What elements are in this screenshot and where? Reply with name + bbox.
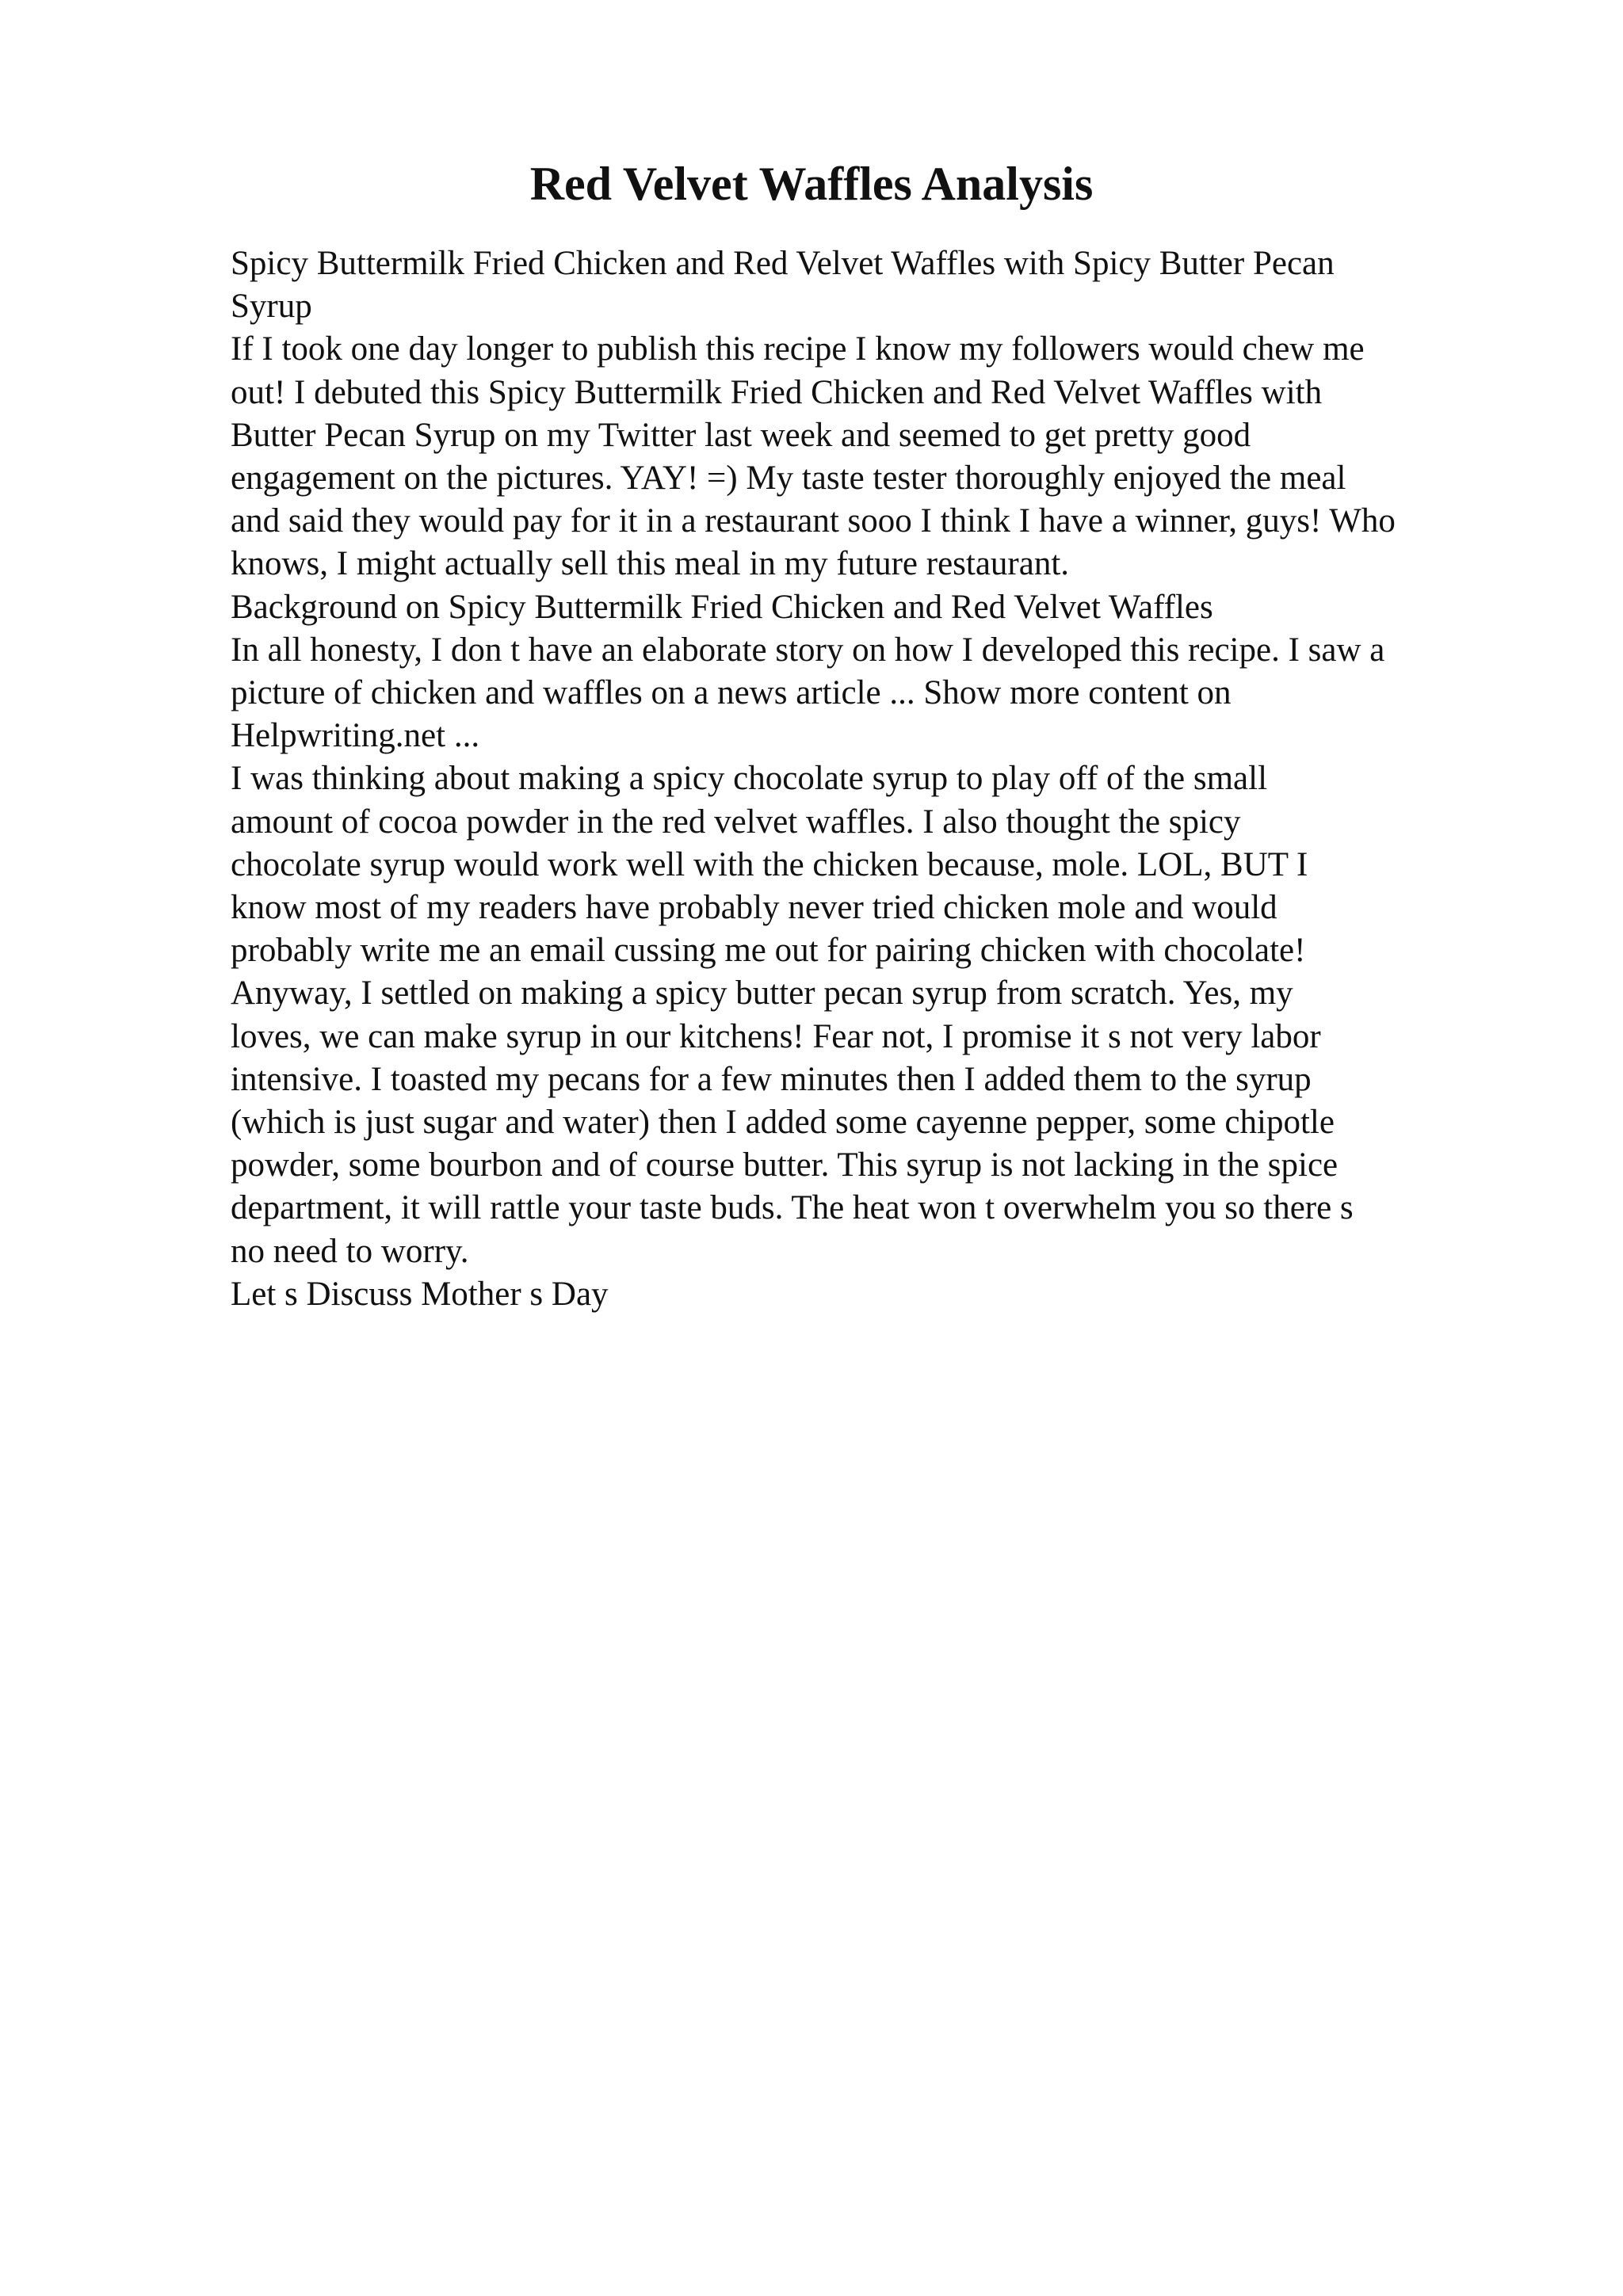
body-line: Butter Pecan Syrup on my Twitter last week and seemed to get pretty good: [231, 416, 1251, 454]
body-line: Let s Discuss Mother s Day: [231, 1275, 609, 1313]
body-line: chocolate syrup would work well with the chicken because, mole. LOL, BUT I: [231, 845, 1308, 883]
body-line: no need to worry.: [231, 1232, 469, 1270]
body-line: powder, some bourbon and of course butter. This syrup is not lacking in the spice: [231, 1146, 1338, 1184]
body-line: Anyway, I settled on making a spicy butter pecan syrup from scratch. Yes, my: [231, 974, 1293, 1013]
body-line: Background on Spicy Buttermilk Fried Chicken and Red Velvet Waffles: [231, 588, 1213, 626]
body-line: department, it will rattle your taste buds. The heat won t overwhelm you so there s: [231, 1189, 1354, 1227]
body-line: probably write me an email cussing me out for pairing chicken with chocolate!: [231, 932, 1306, 970]
body-line: Spicy Buttermilk Fried Chicken and Red Velvet Waffles with Spicy Butter Pecan: [231, 245, 1335, 282]
body-line: Helpwriting.net ...: [231, 717, 480, 755]
body-line: and said they would pay for it in a restaurant sooo I think I have a winner, guys! Who: [231, 502, 1396, 540]
body-line: out! I debuted this Spicy Buttermilk Fried Chicken and Red Velvet Waffles with: [231, 373, 1323, 411]
body-line: (which is just sugar and water) then I added some cayenne pepper, some chipotle: [231, 1104, 1335, 1142]
body-line: Syrup: [231, 288, 312, 326]
body-line: If I took one day longer to publish this recipe I know my followers would chew me: [231, 330, 1365, 368]
body-line: picture of chicken and waffles on a news article ... Show more content on: [231, 674, 1232, 712]
document-body: [231, 242, 1530, 1316]
document-title: Red Velvet Waffles Analysis: [529, 158, 1094, 210]
body-line: intensive. I toasted my pecans for a few minutes then I added them to the syrup: [231, 1060, 1312, 1098]
body-line: In all honesty, I don t have an elaborate story on how I developed this recipe. I saw a: [231, 631, 1385, 669]
body-line: I was thinking about making a spicy chocolate syrup to play off of the small: [231, 760, 1268, 798]
body-line: knows, I might actually sell this meal in my future restaurant.: [231, 545, 1070, 583]
body-line: know most of my readers have probably never tried chicken mole and would: [231, 889, 1277, 927]
body-line: amount of cocoa powder in the red velvet waffles. I also thought the spicy: [231, 803, 1241, 841]
body-line: loves, we can make syrup in our kitchens! Fear not, I promise it s not very labor: [231, 1017, 1321, 1055]
body-line: engagement on the pictures. YAY! =) My taste tester thoroughly enjoyed the meal: [231, 460, 1346, 498]
